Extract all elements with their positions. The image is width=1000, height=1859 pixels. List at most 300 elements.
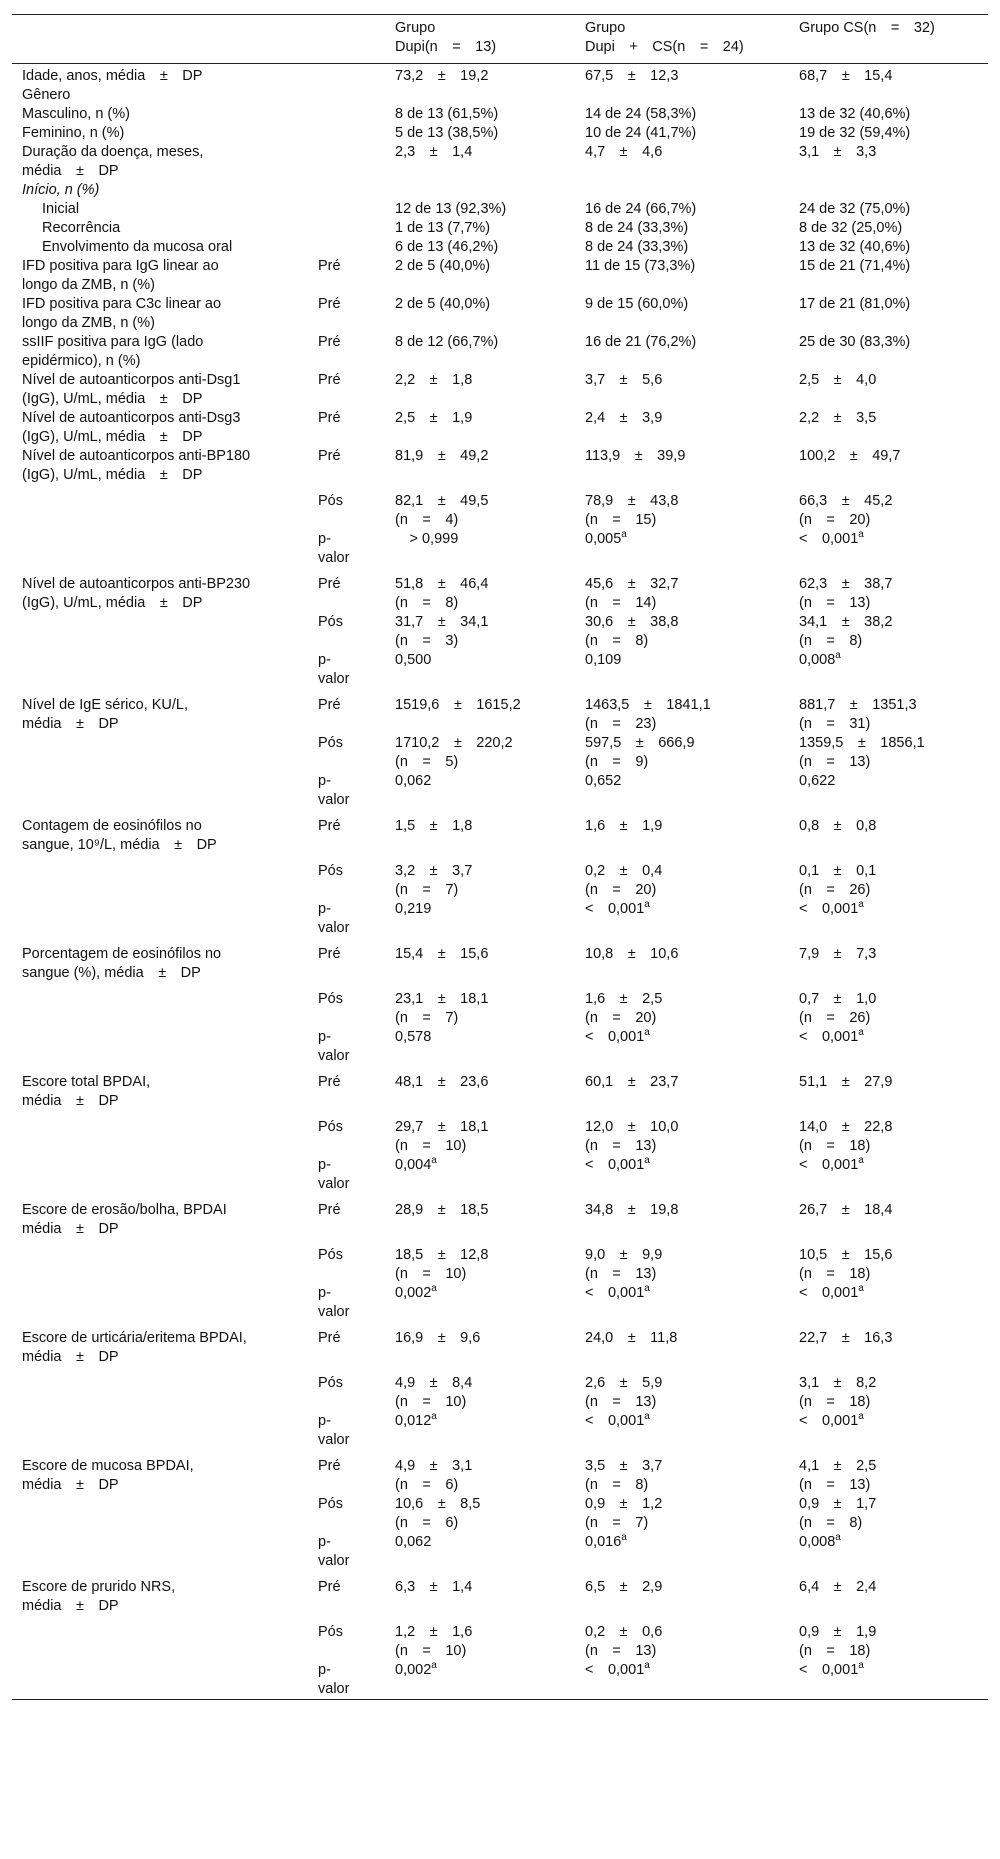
cell-group-1 [385,86,575,105]
cell-value: 13 de 32 (40,6%) [799,239,911,255]
row-phase: Pré [318,1330,341,1346]
row-phase: p- valor [318,1285,350,1320]
cell-group-1 [385,295,575,333]
cell-group-1 [385,772,575,817]
row-phase [308,64,385,87]
row-label [12,613,308,651]
row-label: Escore total BPDAI, média ± DP [22,1074,151,1109]
table-row [12,530,988,575]
cell-value: 0,8 ± 0,8 [799,818,877,834]
cell-value: 3,1 ± 8,2 (n = 18) [799,1375,877,1410]
cell-value: > 0,999 [395,531,459,547]
row-phase: Pré [318,1579,341,1595]
cell-value: 1710,2 ± 220,2 (n = 5) [395,735,513,770]
cell-value: 1463,5 ± 1841,1 (n = 23) [585,697,711,732]
cell-group-1 [385,181,575,200]
cell-group-3 [789,1412,988,1457]
cell-group-3 [789,1578,988,1623]
cell-group-1 [385,990,575,1028]
cell-group-2 [575,945,789,990]
cell-group-3 [789,1374,988,1412]
cell-value: 68,7 ± 15,4 [799,68,893,84]
table-row [12,219,988,238]
row-label [12,1533,308,1578]
row-phase [308,181,385,200]
significance-marker: a [431,1283,437,1295]
cell-value: 4,9 ± 3,1 (n = 6) [395,1458,473,1493]
cell-group-2 [575,1623,789,1661]
cell-group-3 [789,1246,988,1284]
cell-value: 1 de 13 (7,7%) [395,220,491,236]
row-phase: p- valor [318,773,350,808]
cell-value: 82,1 ± 49,5 (n = 4) [395,493,489,528]
header-variable [12,15,308,64]
cell-value: 62,3 ± 38,7 (n = 13) [799,576,893,611]
cell-group-2 [575,492,789,530]
cell-value: 10,6 ± 8,5 (n = 6) [395,1496,481,1531]
row-phase [308,86,385,105]
table-row [12,1118,988,1156]
cell-value: 66,3 ± 45,2 (n = 20) [799,493,893,528]
cell-group-3 [789,772,988,817]
cell-group-2 [575,900,789,945]
table-row [12,105,988,124]
cell-group-2 [575,124,789,143]
cell-group-3 [789,409,988,447]
table-row [12,1623,988,1661]
row-phase: p- valor [318,1029,350,1064]
row-label: Nível de autoanticorpos anti-BP180 (IgG), U/mL, média ± DP [22,448,251,483]
cell-value: 0,9 ± 1,9 (n = 18) [799,1624,877,1659]
significance-marker: a [858,1411,864,1423]
cell-value: 2 de 5 (40,0%) [395,258,491,274]
table-row [12,696,988,734]
cell-group-3 [789,945,988,990]
row-phase: Pré [318,1202,341,1218]
significance-marker: a [431,1411,437,1423]
cell-group-3 [789,1118,988,1156]
cell-value: 0,578 [395,1029,432,1045]
cell-group-1 [385,1661,575,1700]
row-phase: Pós [318,1247,343,1263]
cell-value: 597,5 ± 666,9 (n = 9) [585,735,695,770]
row-phase: Pré [318,818,341,834]
document-page [12,14,988,1700]
cell-value: 29,7 ± 18,1 (n = 10) [395,1119,489,1154]
row-phase [308,219,385,238]
cell-value: 3,2 ± 3,7 (n = 7) [395,863,473,898]
cell-value: 3,7 ± 5,6 [585,372,663,388]
significance-marker: a [858,1155,864,1167]
cell-value: 1,6 ± 1,9 [585,818,663,834]
cell-value: < 0,001 [585,901,645,917]
row-label: Gênero [22,87,71,103]
significance-marker: a [858,1660,864,1672]
cell-value: 2,6 ± 5,9 (n = 13) [585,1375,663,1410]
cell-group-1 [385,1457,575,1495]
table-row [12,1578,988,1623]
row-label: IFD positiva para IgG linear ao longo da ZMB, n (%) [22,258,219,293]
row-phase: Pré [318,576,341,592]
cell-group-2 [575,862,789,900]
significance-marker: a [431,1660,437,1672]
table-row [12,817,988,862]
row-phase: Pré [318,258,341,274]
row-label: Escore de erosão/bolha, BPDAI média ± DP [22,1202,227,1237]
table-row [12,772,988,817]
row-label: Idade, anos, média ± DP [22,68,203,84]
cell-value: 8 de 24 (33,3%) [585,239,689,255]
row-label: Nível de IgE sérico, KU/L, média ± DP [22,697,189,732]
cell-group-2 [575,219,789,238]
table-row [12,371,988,409]
cell-group-3 [789,1201,988,1246]
cell-value: 0,002 [395,1662,432,1678]
row-phase: Pré [318,1458,341,1474]
cell-group-1 [385,613,575,651]
cell-value: 6 de 13 (46,2%) [395,239,499,255]
cell-group-2 [575,1201,789,1246]
cell-group-1 [385,371,575,409]
cell-group-1 [385,447,575,492]
significance-marker: a [644,1155,650,1167]
row-label [12,1661,308,1700]
table-row [12,492,988,530]
row-label [12,530,308,575]
significance-marker: a [858,529,864,541]
row-label [12,990,308,1028]
cell-group-1 [385,1412,575,1457]
cell-value: 0,2 ± 0,4 (n = 20) [585,863,663,898]
cell-group-1 [385,530,575,575]
cell-value: 1,5 ± 1,8 [395,818,473,834]
row-label: Nível de autoanticorpos anti-Dsg1 (IgG), U/mL, média ± DP [22,372,241,407]
cell-value: 4,1 ± 2,5 (n = 13) [799,1458,877,1493]
cell-group-2 [575,143,789,181]
cell-value: 3,1 ± 3,3 [799,144,877,160]
row-label: Masculino, n (%) [22,106,130,122]
row-phase: Pós [318,991,343,1007]
cell-group-1 [385,333,575,371]
header-group-dupi-cs: Grupo Dupi + CS(n = 24) [585,20,744,55]
results-table [12,14,988,1700]
cell-group-2 [575,238,789,257]
cell-value: 25 de 30 (83,3%) [799,334,911,350]
table-row [12,200,988,219]
cell-value: 1519,6 ± 1615,2 [395,697,521,713]
row-label [12,492,308,530]
cell-group-1 [385,64,575,87]
cell-group-2 [575,371,789,409]
table-row [12,86,988,105]
cell-value: 10 de 24 (41,7%) [585,125,697,141]
cell-group-3 [789,492,988,530]
cell-value: 12,0 ± 10,0 (n = 13) [585,1119,679,1154]
row-phase [308,124,385,143]
cell-value: 0,016 [585,1534,622,1550]
cell-group-1 [385,734,575,772]
cell-group-1 [385,651,575,696]
row-label: Feminino, n (%) [22,125,125,141]
cell-group-2 [575,1533,789,1578]
cell-group-3 [789,181,988,200]
cell-group-3 [789,1623,988,1661]
cell-group-2 [575,333,789,371]
cell-value: 9,0 ± 9,9 (n = 13) [585,1247,663,1282]
row-phase [308,143,385,181]
row-phase: Pré [318,448,341,464]
row-phase: Pós [318,1496,343,1512]
row-phase: Pré [318,296,341,312]
table-row [12,613,988,651]
table-row [12,1374,988,1412]
cell-group-2 [575,86,789,105]
cell-group-2 [575,1495,789,1533]
cell-group-3 [789,1329,988,1374]
cell-value: < 0,001 [799,1029,859,1045]
table-row [12,143,988,181]
row-phase: Pós [318,735,343,751]
cell-value: 0,062 [395,773,432,789]
cell-group-3 [789,1073,988,1118]
table-row [12,124,988,143]
cell-group-2 [575,817,789,862]
cell-value: 48,1 ± 23,6 [395,1074,489,1090]
cell-group-1 [385,492,575,530]
cell-value: 51,1 ± 27,9 [799,1074,893,1090]
cell-group-1 [385,696,575,734]
cell-group-2 [575,1578,789,1623]
row-phase: Pré [318,697,341,713]
cell-group-2 [575,295,789,333]
significance-marker: a [835,1532,841,1544]
cell-value: 30,6 ± 38,8 (n = 8) [585,614,679,649]
cell-value: 6,4 ± 2,4 [799,1579,877,1595]
cell-group-2 [575,105,789,124]
table-row [12,1661,988,1700]
cell-value: 0,500 [395,652,432,668]
cell-value: 0,652 [585,773,622,789]
cell-group-3 [789,1457,988,1495]
cell-value: 8 de 12 (66,7%) [395,334,499,350]
cell-group-3 [789,219,988,238]
cell-group-3 [789,447,988,492]
table-row [12,1284,988,1329]
cell-group-1 [385,1118,575,1156]
row-label: Duração da doença, meses, média ± DP [22,144,204,179]
cell-value: 3,5 ± 3,7 (n = 8) [585,1458,663,1493]
cell-value: 0,005 [585,531,622,547]
cell-group-3 [789,696,988,734]
cell-value: 8 de 24 (33,3%) [585,220,689,236]
cell-group-2 [575,257,789,295]
cell-value: < 0,001 [799,1285,859,1301]
row-label [12,862,308,900]
cell-value: 2,5 ± 1,9 [395,410,473,426]
significance-marker: a [621,529,627,541]
table-row [12,651,988,696]
cell-group-3 [789,575,988,613]
cell-value: 67,5 ± 12,3 [585,68,679,84]
row-phase [308,238,385,257]
cell-value: 0,008 [799,652,836,668]
cell-value: 31,7 ± 34,1 (n = 3) [395,614,489,649]
cell-value: 51,8 ± 46,4 (n = 8) [395,576,489,611]
cell-group-3 [789,651,988,696]
table-row [12,181,988,200]
row-label: Contagem de eosinófilos no sangue, 10⁹/L, média ± DP [22,818,217,853]
cell-group-1 [385,257,575,295]
cell-value: < 0,001 [585,1157,645,1173]
cell-value: < 0,001 [585,1662,645,1678]
table-row [12,900,988,945]
cell-value: 881,7 ± 1351,3 (n = 31) [799,697,917,732]
cell-group-2 [575,1329,789,1374]
cell-group-3 [789,143,988,181]
row-label: Nível de autoanticorpos anti-Dsg3 (IgG), U/mL, média ± DP [22,410,241,445]
cell-value: 4,9 ± 8,4 (n = 10) [395,1375,473,1410]
cell-group-1 [385,200,575,219]
cell-value: 15,4 ± 15,6 [395,946,489,962]
cell-value: 24 de 32 (75,0%) [799,201,911,217]
cell-group-2 [575,1118,789,1156]
cell-group-2 [575,1156,789,1201]
cell-value: 2 de 5 (40,0%) [395,296,491,312]
cell-group-1 [385,1246,575,1284]
header-group-cs: Grupo CS(n = 32) [799,20,935,36]
cell-value: 23,1 ± 18,1 (n = 7) [395,991,489,1026]
table-row [12,447,988,492]
cell-value: 11 de 15 (73,3%) [585,258,696,274]
cell-group-2 [575,575,789,613]
table-row [12,945,988,990]
cell-value: 10,5 ± 15,6 (n = 18) [799,1247,893,1282]
cell-value: 19 de 32 (59,4%) [799,125,911,141]
cell-value: 26,7 ± 18,4 [799,1202,893,1218]
cell-value: < 0,001 [799,1662,859,1678]
cell-group-1 [385,862,575,900]
cell-value: 17 de 21 (81,0%) [799,296,911,312]
row-label: Início, n (%) [22,182,100,198]
cell-group-1 [385,143,575,181]
cell-value: < 0,001 [799,531,859,547]
cell-group-3 [789,862,988,900]
cell-group-2 [575,990,789,1028]
cell-group-3 [789,200,988,219]
cell-value: 2,5 ± 4,0 [799,372,877,388]
row-phase: Pós [318,863,343,879]
row-phase: Pós [318,493,343,509]
cell-group-3 [789,1661,988,1700]
cell-value: 73,2 ± 19,2 [395,68,489,84]
cell-group-3 [789,1495,988,1533]
row-label [12,900,308,945]
cell-group-2 [575,1374,789,1412]
table-row [12,295,988,333]
cell-group-1 [385,575,575,613]
cell-value: 15 de 21 (71,4%) [799,258,911,274]
row-phase: p- valor [318,1662,350,1697]
table-header [12,15,988,64]
header-row [12,15,988,64]
significance-marker: a [644,899,650,911]
row-phase: Pré [318,946,341,962]
row-phase: p- valor [318,652,350,687]
row-label [12,1118,308,1156]
cell-value: < 0,001 [799,1413,859,1429]
cell-value: 0,008 [799,1534,836,1550]
row-label [12,772,308,817]
table-row [12,1246,988,1284]
row-label [12,1374,308,1412]
cell-group-2 [575,1028,789,1073]
significance-marker: a [621,1532,627,1544]
cell-group-1 [385,945,575,990]
row-label [12,1623,308,1661]
cell-value: 6,3 ± 1,4 [395,1579,473,1595]
cell-value: 1,2 ± 1,6 (n = 10) [395,1624,473,1659]
cell-value: 0,219 [395,901,432,917]
cell-value: 0,9 ± 1,7 (n = 8) [799,1496,877,1531]
row-label [12,1246,308,1284]
row-label: Porcentagem de eosinófilos no sangue (%), média ± DP [22,946,222,981]
cell-group-3 [789,734,988,772]
row-label: Inicial [42,201,80,217]
cell-group-3 [789,1533,988,1578]
table-row [12,1156,988,1201]
cell-value: 0,062 [395,1534,432,1550]
cell-group-1 [385,1028,575,1073]
cell-value: 2,3 ± 1,4 [395,144,473,160]
cell-value: 78,9 ± 43,8 (n = 15) [585,493,679,528]
row-phase: p- valor [318,1157,350,1192]
cell-value: 0,004 [395,1157,432,1173]
header-phase [308,15,385,64]
cell-group-3 [789,105,988,124]
cell-value: 2,2 ± 3,5 [799,410,877,426]
cell-value: 100,2 ± 49,7 [799,448,901,464]
table-row [12,333,988,371]
cell-group-2 [575,772,789,817]
row-phase: Pré [318,410,341,426]
cell-group-2 [575,447,789,492]
cell-group-1 [385,1284,575,1329]
cell-group-1 [385,124,575,143]
cell-group-2 [575,1073,789,1118]
cell-value: 0,7 ± 1,0 (n = 26) [799,991,877,1026]
cell-group-2 [575,651,789,696]
row-phase: p- valor [318,901,350,936]
cell-group-3 [789,530,988,575]
cell-group-3 [789,900,988,945]
cell-value: < 0,001 [799,1157,859,1173]
cell-group-1 [385,1374,575,1412]
cell-group-1 [385,817,575,862]
table-row [12,257,988,295]
row-label [12,1284,308,1329]
row-phase: Pós [318,1375,343,1391]
cell-group-3 [789,817,988,862]
cell-group-1 [385,1073,575,1118]
row-label: Escore de urticária/eritema BPDAI, média ± DP [22,1330,247,1365]
cell-value: 7,9 ± 7,3 [799,946,877,962]
cell-group-3 [789,124,988,143]
row-label [12,1156,308,1201]
cell-group-1 [385,409,575,447]
significance-marker: a [858,1283,864,1295]
table-row [12,1329,988,1374]
table-body [12,64,988,1700]
